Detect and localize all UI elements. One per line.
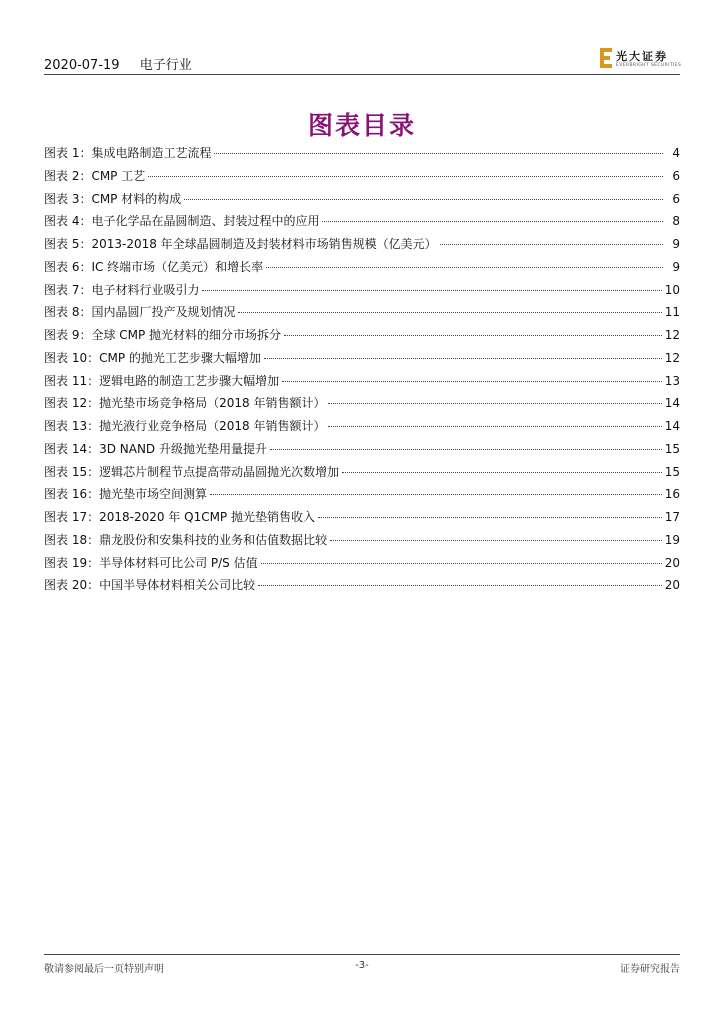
toc-entry[interactable] xyxy=(44,167,680,190)
toc-entry-label: 图表 14：3D NAND 升级抛光垫用量提升 xyxy=(44,441,267,456)
toc-leader-dots xyxy=(330,540,662,541)
footer-report-type: 证券研究报告 xyxy=(620,964,680,975)
toc-entry-label: 图表 18：鼎龙股份和安集科技的业务和估值数据比较 xyxy=(44,532,328,547)
toc-leader-dots xyxy=(210,494,662,495)
toc-entry[interactable] xyxy=(44,281,680,304)
toc-leader-dots xyxy=(328,403,661,404)
logo-text-en: EVERBRIGHT SECURITIES xyxy=(616,63,682,68)
toc-entry-page: 19 xyxy=(664,532,680,547)
toc-entry-page: 14 xyxy=(664,419,680,433)
logo-text-cn: 光大证券 xyxy=(616,50,668,63)
toc-leader-dots xyxy=(202,290,661,291)
toc-entry-page: 8 xyxy=(672,214,680,229)
report-date: 2020-07-19 xyxy=(44,58,120,73)
page-number: -3- xyxy=(355,960,369,971)
toc-entry-page: 16 xyxy=(664,487,680,502)
toc-entry[interactable] xyxy=(44,485,680,508)
toc-entry[interactable] xyxy=(44,258,680,281)
toc-entry[interactable] xyxy=(44,303,680,326)
toc-leader-dots xyxy=(238,312,661,313)
toc-entry-page: 11 xyxy=(664,305,680,320)
toc-leader-dots xyxy=(214,153,663,154)
toc-entry[interactable] xyxy=(44,508,680,531)
toc-leader-dots xyxy=(258,585,662,586)
toc-entry-label: 图表 20：中国半导体材料相关公司比较 xyxy=(44,578,256,593)
toc-leader-dots xyxy=(270,449,662,450)
toc-entry-label: 图表 5：2013-2018 年全球晶圆制造及封装材料市场销售规模（亿美元） xyxy=(44,237,437,251)
toc-entry-label: 图表 17：2018-2020 年 Q1CMP 抛光垫销售收入 xyxy=(44,510,315,524)
company-logo xyxy=(600,46,680,72)
toc-entry-label: 图表 13：抛光液行业竞争格局（2018 年销售额计） xyxy=(44,419,326,433)
toc-entry-page: 20 xyxy=(664,555,680,570)
toc-entry-page: 17 xyxy=(664,510,680,524)
toc-entry-label: 图表 4：电子化学品在晶圆制造、封装过程中的应用 xyxy=(44,214,320,229)
toc-entry[interactable] xyxy=(44,349,680,372)
toc-entry[interactable] xyxy=(44,144,680,167)
toc-entry-page: 9 xyxy=(672,237,680,251)
toc-entry-label: 图表 8：国内晶圆厂投产及规划情况 xyxy=(44,305,236,320)
logo-e-icon xyxy=(600,48,612,68)
page-title: 图表目录 xyxy=(307,111,416,140)
toc-leader-dots xyxy=(184,199,663,200)
toc-entry[interactable] xyxy=(44,576,680,599)
toc-entry-page: 9 xyxy=(672,259,680,274)
figure-toc-list xyxy=(44,144,680,599)
toc-leader-dots xyxy=(264,358,662,359)
toc-entry[interactable] xyxy=(44,190,680,213)
header-meta xyxy=(44,54,192,73)
toc-entry-page: 6 xyxy=(672,191,680,206)
toc-entry-label: 图表 1：集成电路制造工艺流程 xyxy=(44,146,212,160)
toc-entry-label: 图表 9：全球 CMP 抛光材料的细分市场拆分 xyxy=(44,328,282,342)
toc-entry-page: 15 xyxy=(664,441,680,456)
toc-entry-label: 图表 6：IC 终端市场（亿美元）和增长率 xyxy=(44,259,264,274)
toc-entry-label: 图表 3：CMP 材料的构成 xyxy=(44,191,182,206)
toc-entry-page: 14 xyxy=(664,396,680,411)
toc-leader-dots xyxy=(342,472,662,473)
toc-leader-dots xyxy=(318,517,662,518)
page-footer xyxy=(44,960,680,976)
toc-entry-label: 图表 15：逻辑芯片制程节点提高带动晶圆抛光次数增加 xyxy=(44,464,340,479)
toc-entry-page: 15 xyxy=(664,464,680,479)
toc-entry-page: 20 xyxy=(664,578,680,593)
toc-entry-page: 12 xyxy=(664,350,680,365)
toc-entry[interactable] xyxy=(44,440,680,463)
footer-disclaimer: 敬请参阅最后一页特别声明 xyxy=(44,964,164,975)
report-sector: 电子行业 xyxy=(139,58,192,73)
header-divider xyxy=(44,74,680,75)
toc-entry[interactable] xyxy=(44,235,680,258)
toc-leader-dots xyxy=(148,176,663,177)
toc-entry[interactable] xyxy=(44,372,680,395)
toc-entry-label: 图表 12：抛光垫市场竞争格局（2018 年销售额计） xyxy=(44,396,326,411)
toc-entry-page: 6 xyxy=(672,168,680,183)
toc-entry[interactable] xyxy=(44,417,680,440)
toc-entry-label: 图表 19：半导体材料可比公司 P/S 估值 xyxy=(44,555,258,570)
toc-leader-dots xyxy=(440,244,663,245)
toc-leader-dots xyxy=(328,426,661,427)
toc-leader-dots xyxy=(322,221,663,222)
toc-entry-label: 图表 2：CMP 工艺 xyxy=(44,168,146,183)
toc-entry[interactable] xyxy=(44,212,680,235)
toc-entry-page: 4 xyxy=(672,146,680,160)
footer-divider xyxy=(44,954,680,955)
toc-entry-label: 图表 16：抛光垫市场空间测算 xyxy=(44,487,208,502)
toc-entry[interactable] xyxy=(44,531,680,554)
toc-entry[interactable] xyxy=(44,554,680,577)
toc-leader-dots xyxy=(266,267,663,268)
page-header xyxy=(44,44,680,74)
toc-entry-label: 图表 7：电子材料行业吸引力 xyxy=(44,282,200,297)
toc-entry-label: 图表 11：逻辑电路的制造工艺步骤大幅增加 xyxy=(44,373,280,388)
toc-leader-dots xyxy=(284,335,662,336)
toc-entry-label: 图表 10：CMP 的抛光工艺步骤大幅增加 xyxy=(44,350,261,365)
toc-entry-page: 10 xyxy=(664,282,680,297)
toc-entry-page: 13 xyxy=(664,373,680,388)
toc-entry-page: 12 xyxy=(664,328,680,342)
toc-entry[interactable] xyxy=(44,326,680,349)
toc-entry[interactable] xyxy=(44,463,680,486)
toc-leader-dots xyxy=(282,381,662,382)
toc-entry[interactable] xyxy=(44,394,680,417)
toc-leader-dots xyxy=(261,563,662,564)
